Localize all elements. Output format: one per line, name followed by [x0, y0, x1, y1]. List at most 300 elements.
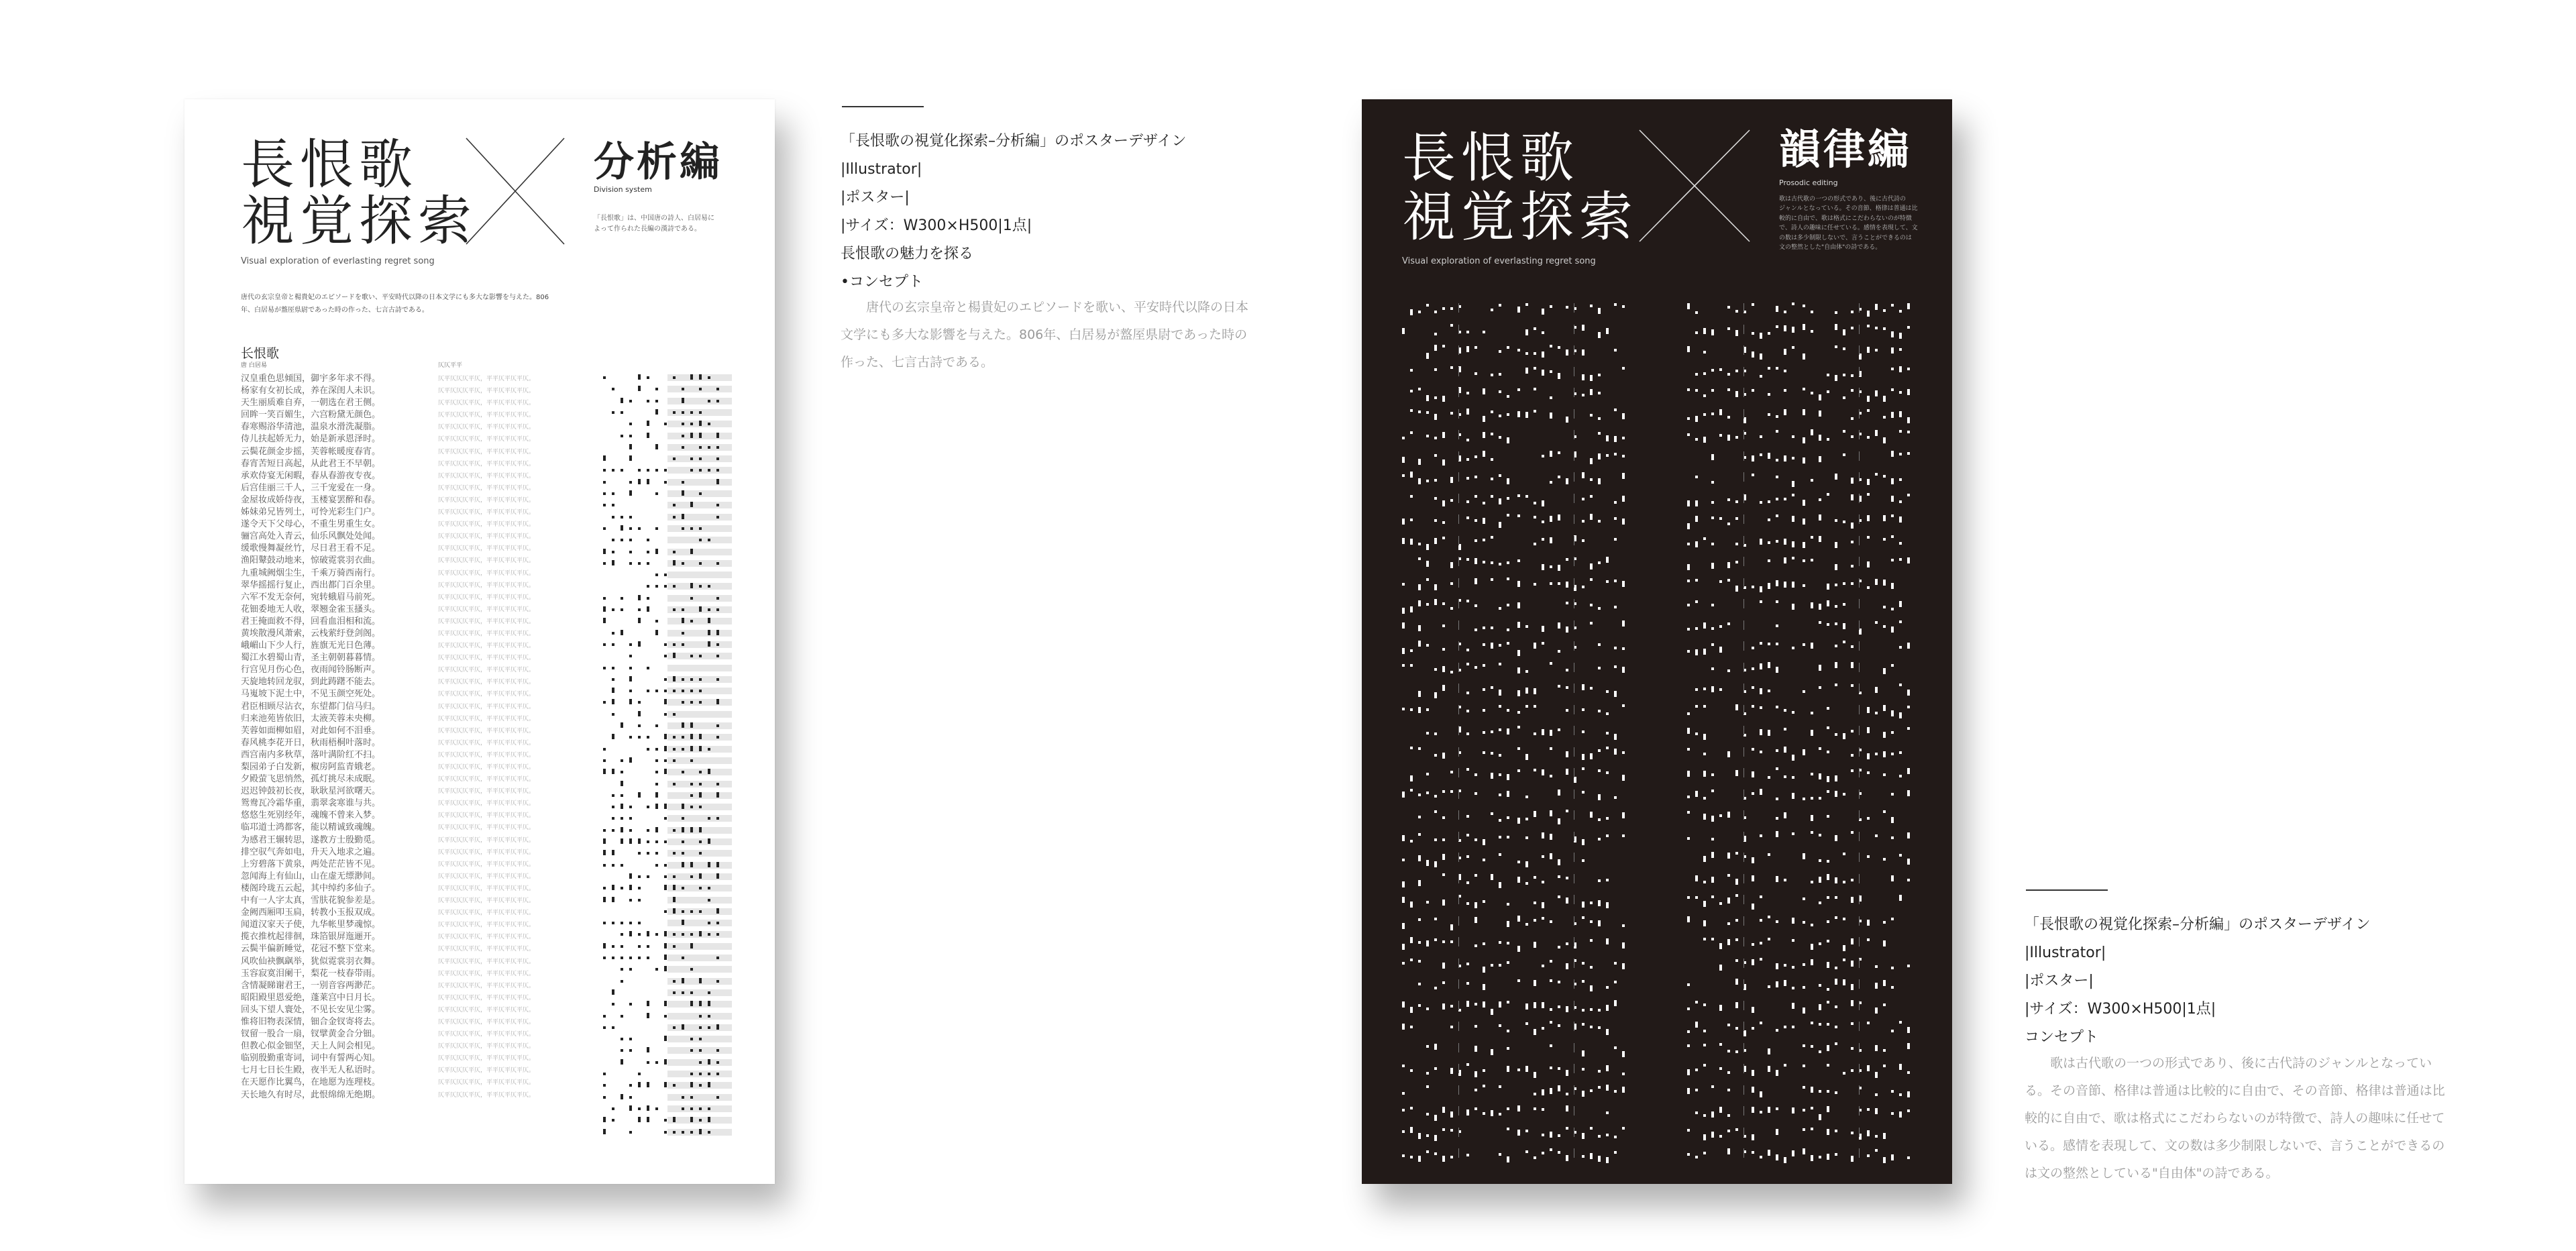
- prosody-dot: [1622, 667, 1625, 673]
- prosody-dot: [1687, 564, 1690, 570]
- prosody-dot: [1466, 710, 1469, 712]
- prosody-dot: [1614, 749, 1617, 755]
- prosody-dot: [1534, 643, 1536, 649]
- tone-mark: [716, 933, 719, 936]
- prosody-dot: [1418, 557, 1421, 560]
- prosody-dot: [1792, 1003, 1794, 1009]
- prosody-dot: [1835, 775, 1837, 781]
- caesura-line: [1743, 895, 1744, 904]
- tone-mark: [612, 678, 614, 681]
- prosody-dot: [1891, 836, 1894, 839]
- scan-line: 仄平仄仄仄平仄，平平仄平仄平仄。: [438, 958, 535, 965]
- prosody-dot: [1695, 438, 1698, 441]
- prosody-dot: [1851, 1047, 1854, 1050]
- prosody-dot: [1525, 923, 1528, 926]
- tone-mark: [655, 585, 658, 588]
- prosody-dot: [1418, 941, 1421, 944]
- prosody-dot: [1827, 600, 1829, 606]
- prosody-dot: [1875, 753, 1878, 755]
- prosody-dot: [1843, 881, 1845, 883]
- scan-line: 仄平仄仄仄平仄，平平仄平仄平仄。: [438, 1079, 535, 1087]
- prosody-dot: [1687, 650, 1690, 653]
- caesura-line: [1743, 1085, 1744, 1095]
- poem-line: 钗留一股合一扇，钗擘黄金合分钿。: [241, 1029, 381, 1040]
- prosody-dot: [1851, 769, 1854, 772]
- prosody-dot: [1835, 835, 1837, 841]
- caesura-line: [1859, 494, 1860, 503]
- prosody-dot: [1711, 686, 1714, 692]
- tone-mark: [699, 655, 702, 657]
- grid-row-band: [667, 897, 732, 904]
- prosody-dot: [1507, 774, 1509, 780]
- prosody-dot: [1598, 749, 1601, 752]
- prosody-dot: [1566, 1070, 1568, 1076]
- tone-mark: [690, 806, 693, 808]
- tone-mark: [638, 595, 641, 600]
- prosody-dot: [1811, 773, 1813, 775]
- prosody-dot: [1418, 543, 1421, 545]
- caesura-line: [1458, 937, 1459, 946]
- prosody-dot: [1542, 1089, 1544, 1095]
- grid-row-band: [667, 641, 732, 648]
- caesura-line: [1859, 430, 1860, 439]
- prosody-dot: [1606, 1111, 1609, 1114]
- tone-mark: [699, 771, 702, 773]
- prosody-dot: [1474, 902, 1477, 908]
- prosody-dot: [1827, 584, 1829, 590]
- scan-line: 仄平仄仄仄平仄，平平仄平仄平仄。: [438, 460, 535, 468]
- caesura-line: [1743, 345, 1744, 355]
- tone-mark: [621, 608, 623, 611]
- tone-mark: [682, 771, 684, 773]
- prosody-dot: [1525, 329, 1528, 335]
- tone-scan-column: [438, 373, 535, 1101]
- tone-mark: [673, 885, 676, 890]
- scan-line: 仄平仄仄仄平仄，平平仄平仄平仄。: [438, 1018, 535, 1026]
- poem-line: 云鬓半偏新睡觉，花冠不整下堂来。: [241, 944, 381, 955]
- grid-row-band: [667, 989, 732, 996]
- scan-line: 仄平仄仄仄平仄，平平仄平仄平仄。: [438, 885, 535, 892]
- scan-line: 仄平仄仄仄平仄，平平仄平仄平仄。: [438, 982, 535, 989]
- tone-mark: [603, 1096, 606, 1099]
- prosody-dot: [1735, 852, 1738, 855]
- poem-line: 金阙西厢叩玉扃，转教小玉报双成。: [241, 908, 381, 918]
- prosody-dot: [1727, 579, 1730, 582]
- prosody-dot: [1590, 1026, 1593, 1028]
- prosody-dot: [1735, 330, 1738, 336]
- prosody-dot: [1752, 1027, 1754, 1030]
- prosody-dot: [1426, 603, 1429, 606]
- tone-mark: [629, 699, 632, 704]
- prosody-dot: [1426, 1113, 1429, 1116]
- prosody-dot: [1784, 409, 1786, 415]
- prosody-dot: [1768, 985, 1770, 988]
- caesura-line: [1859, 514, 1860, 524]
- prosody-dot: [1507, 903, 1509, 906]
- tone-mark: [603, 887, 606, 889]
- caesura-line: [1458, 979, 1459, 989]
- prosody-dot: [1851, 565, 1854, 567]
- prosody-dot: [1410, 937, 1413, 943]
- tone-mark: [647, 433, 649, 438]
- caesura-line: [1859, 451, 1860, 461]
- tone-mark: [638, 899, 641, 902]
- prosody-dot: [1784, 879, 1786, 881]
- prosody-dot: [1843, 853, 1845, 855]
- prosody-dot: [1606, 1065, 1609, 1071]
- prosody-dot: [1851, 662, 1854, 668]
- tone-mark: [716, 457, 719, 460]
- prosody-dot: [1687, 1008, 1690, 1010]
- tone-mark: [699, 806, 702, 808]
- prosody-dot: [1499, 436, 1501, 439]
- prosody-dot: [1768, 393, 1770, 396]
- prosody-dot: [1525, 836, 1528, 839]
- prosody-dot: [1735, 919, 1738, 922]
- prosody-dot: [1827, 623, 1829, 626]
- prosody-dot: [1843, 959, 1845, 961]
- prosody-dot: [1727, 327, 1730, 330]
- tone-mark: [682, 722, 684, 728]
- prosody-dot: [1735, 310, 1738, 313]
- prosody-dot: [1622, 751, 1625, 754]
- prosody-dot: [1891, 368, 1894, 370]
- grid-row-band: [667, 595, 732, 602]
- prosody-dot: [1760, 958, 1762, 961]
- tone-mark: [638, 792, 641, 798]
- prosody-dot: [1418, 625, 1421, 631]
- tone-mark: [647, 551, 649, 553]
- prosody-dot: [1499, 1113, 1501, 1116]
- prosody-dot: [1550, 305, 1552, 308]
- prosody-dot: [1590, 939, 1593, 942]
- prosody-dot: [1499, 754, 1501, 757]
- prosody-dot: [1703, 437, 1706, 443]
- prosody-dot: [1727, 853, 1730, 859]
- prosody-dot: [1687, 896, 1690, 899]
- prosody-dot: [1875, 304, 1878, 310]
- tone-mark: [629, 873, 632, 879]
- prosody-dot: [1542, 1027, 1544, 1030]
- poster-title-line1: 長恨歌: [241, 133, 418, 196]
- prosody-dot: [1614, 606, 1617, 608]
- prosody-dot: [1491, 374, 1493, 376]
- prosody-dot: [1410, 431, 1413, 434]
- tone-mark: [629, 676, 632, 682]
- prosody-dot: [1410, 495, 1413, 498]
- prosody-dot: [1442, 345, 1445, 347]
- cross-mark: [1638, 129, 1751, 243]
- tone-mark: [647, 1082, 649, 1087]
- prosody-dot: [1891, 1154, 1894, 1160]
- prosody-dot: [1727, 939, 1730, 945]
- poem-line: 玉容寂寞泪阑干，梨花一枝春带雨。: [241, 968, 381, 979]
- prosody-dot: [1426, 901, 1429, 904]
- prosody-dot: [1614, 349, 1617, 351]
- scan-line: 仄平仄仄仄平仄，平平仄平仄平仄。: [438, 472, 535, 480]
- prosody-dot: [1727, 922, 1730, 925]
- tone-mark: [638, 469, 641, 472]
- prosody-dot: [1827, 776, 1829, 782]
- tone-mark: [647, 931, 649, 936]
- tone-mark: [664, 574, 667, 576]
- prosody-dot: [1598, 1086, 1601, 1089]
- poem-line: 含情凝睇谢君王，一别音容两渺茫。: [241, 980, 381, 991]
- prosody-dot: [1867, 1130, 1870, 1136]
- prosody-dot: [1792, 494, 1794, 496]
- prosody-dot: [1899, 601, 1902, 607]
- grid-row-band: [667, 757, 732, 764]
- prosody-dot: [1426, 1045, 1429, 1048]
- prosody-dot: [1590, 305, 1593, 307]
- prosody-dot: [1491, 495, 1493, 498]
- tone-mark: [699, 887, 702, 889]
- poem-line: 夕殿萤飞思悄然，孤灯挑尽未成眠。: [241, 774, 381, 785]
- prosody-dot: [1827, 860, 1829, 863]
- caesura-line: [1458, 663, 1459, 672]
- prosody-dot: [1483, 451, 1485, 457]
- scan-line: 仄平仄仄仄平仄，平平仄平仄平仄。: [438, 400, 535, 407]
- intro-text: 唐代の玄宗皇帝と楊貴妃のエピソードを歌い、平安時代以降の日本文学にも多大な影響を与えた。806 年、白居易が盩厔県尉であった時の作った、七言古詩である。: [241, 294, 549, 314]
- poster-title-line2: 視覚探索: [241, 190, 477, 252]
- prosody-dot: [1466, 815, 1469, 818]
- tone-mark: [664, 1131, 667, 1134]
- prosody-dot: [1525, 754, 1528, 760]
- prosody-dot: [1483, 859, 1485, 861]
- prosody-dot: [1434, 692, 1437, 698]
- prosody-dot: [1534, 688, 1536, 694]
- prosody-dot: [1566, 627, 1568, 633]
- tone-mark: [664, 885, 667, 890]
- prosody-dot: [1517, 559, 1520, 562]
- poem-line: 翠华摇摇行复止，西出都门百余里。: [241, 580, 381, 590]
- scan-line: 仄平仄仄仄平仄，平平仄平仄平仄。: [438, 946, 535, 953]
- prosody-dot: [1803, 1128, 1805, 1131]
- grid-row-band: [667, 514, 732, 521]
- scan-line: 仄平仄仄仄平仄，平平仄平仄平仄。: [438, 934, 535, 941]
- prosody-dot: [1907, 1043, 1910, 1049]
- prosody-dot: [1827, 920, 1829, 923]
- prosody-dot: [1507, 497, 1509, 500]
- prosody-dot: [1752, 332, 1754, 335]
- tone-mark: [612, 957, 614, 959]
- grid-row-band: [667, 920, 732, 926]
- tone-mark: [664, 655, 667, 657]
- tone-mark: [621, 435, 623, 437]
- prosody-dot: [1784, 747, 1786, 753]
- prosody-dot: [1891, 347, 1894, 353]
- prosody-dot: [1474, 476, 1477, 478]
- tone-mark: [647, 376, 649, 379]
- poem-line: 姊妹弟兄皆列土，可怜光彩生门户。: [241, 507, 381, 518]
- prosody-dot: [1768, 332, 1770, 335]
- prosody-dot: [1711, 329, 1714, 335]
- tone-mark: [708, 748, 710, 751]
- caesura-line: [1458, 388, 1459, 397]
- prosody-dot: [1827, 1129, 1829, 1135]
- tone-mark: [699, 783, 702, 785]
- prosody-dot: [1558, 859, 1560, 865]
- prosody-dot: [1598, 332, 1601, 338]
- prosody-dot: [1827, 988, 1829, 991]
- prosody-dot: [1776, 540, 1778, 543]
- prosody-dot: [1703, 734, 1706, 740]
- tone-mark: [629, 829, 632, 832]
- prosody-dot: [1760, 586, 1762, 592]
- prosody-dot: [1499, 690, 1501, 696]
- scan-line: 仄平仄仄仄平仄，平平仄平仄平仄。: [438, 388, 535, 395]
- caesura-line: [1743, 684, 1744, 693]
- prosody-dot: [1727, 874, 1730, 877]
- prosody-dot: [1827, 707, 1829, 710]
- prosody-dot: [1768, 853, 1770, 856]
- prosody-dot: [1466, 649, 1469, 651]
- tone-mark: [699, 1026, 702, 1029]
- tone-mark: [682, 991, 684, 994]
- prosody-dot: [1827, 874, 1829, 880]
- tone-mark: [612, 1119, 614, 1122]
- tone-mark: [612, 794, 614, 797]
- prosody-dot: [1843, 582, 1845, 585]
- tone-mark: [638, 838, 641, 844]
- prosody-dot: [1875, 1108, 1878, 1114]
- tone-mark: [664, 804, 667, 809]
- tone-mark: [603, 527, 606, 530]
- tone-mark: [690, 1082, 693, 1087]
- prosody-dot: [1426, 561, 1429, 567]
- prosody-dot: [1792, 793, 1794, 799]
- tone-mark: [603, 1117, 606, 1122]
- tone-mark: [638, 875, 641, 878]
- prosody-dot: [1542, 832, 1544, 838]
- prosody-dot: [1483, 984, 1485, 990]
- tone-mark: [655, 1061, 658, 1064]
- prosody-dot: [1803, 519, 1805, 525]
- caesura-line: [1458, 832, 1459, 841]
- tone-mark: [612, 608, 614, 611]
- prosody-dot: [1517, 494, 1520, 497]
- prosody-dot: [1566, 349, 1568, 356]
- tone-mark: [664, 469, 667, 472]
- prosody-dot: [1867, 561, 1870, 567]
- prosody-dot: [1606, 435, 1609, 441]
- prosody-dot: [1534, 1072, 1536, 1078]
- prosody-dot: [1410, 664, 1413, 667]
- tone-mark: [655, 400, 658, 402]
- tone-mark: [638, 618, 641, 623]
- prosody-dot: [1687, 500, 1690, 506]
- tone-mark: [716, 873, 719, 879]
- poem-line: 峨嵋山下少人行，旌旗无光日色薄。: [241, 641, 381, 651]
- tone-mark: [690, 1096, 693, 1099]
- tone-mark: [673, 933, 676, 936]
- prosody-dot: [1542, 1152, 1544, 1154]
- prosody-dot: [1835, 605, 1837, 608]
- tone-mark: [716, 597, 719, 600]
- prosody-dot: [1760, 501, 1762, 504]
- prosody-dot: [1466, 409, 1469, 415]
- prosody-dot: [1558, 790, 1560, 796]
- prosody-dot: [1410, 708, 1413, 711]
- prosody-dot: [1507, 1128, 1509, 1130]
- poem-line: 春寒赐浴华清池，温泉水滑洗凝脂。: [241, 422, 381, 433]
- prosody-dot: [1851, 327, 1854, 329]
- tone-mark: [638, 386, 641, 391]
- poem-line: 天旋地转回龙驭，到此踌躇不能去。: [241, 677, 381, 688]
- tone-mark: [708, 769, 710, 774]
- prosody-dot: [1418, 691, 1421, 697]
- prosody-dot: [1819, 902, 1821, 904]
- prosody-dot: [1752, 857, 1754, 863]
- tone-mark: [603, 606, 606, 612]
- prosody-dot: [1752, 959, 1754, 965]
- prosody-dot: [1883, 773, 1886, 776]
- tone-mark: [638, 852, 641, 855]
- tone-mark: [638, 945, 641, 948]
- prosody-dot: [1614, 1136, 1617, 1138]
- prosody-dot: [1507, 709, 1509, 712]
- prosody-dot: [1542, 1134, 1544, 1136]
- prosody-dot: [1735, 1128, 1738, 1131]
- prosody-dot: [1727, 812, 1730, 818]
- tone-mark: [673, 1117, 676, 1122]
- prosody-dot: [1590, 578, 1593, 581]
- prosody-dot: [1843, 329, 1845, 335]
- prosody-dot: [1703, 1030, 1706, 1032]
- prosody-dot: [1590, 495, 1593, 498]
- prosody-dot: [1410, 519, 1413, 521]
- prosody-dot: [1434, 861, 1437, 867]
- tone-mark: [682, 1131, 684, 1134]
- prosody-dot: [1835, 662, 1837, 668]
- tone-mark: [655, 527, 658, 530]
- tone-mark: [621, 516, 623, 519]
- prosody-dot: [1598, 561, 1601, 564]
- prosody-dot: [1907, 965, 1910, 967]
- caesura-line: [1743, 536, 1744, 545]
- prosody-dot: [1466, 1001, 1469, 1007]
- tone-mark: [673, 852, 676, 855]
- scan-line: 仄平仄仄仄平仄，平平仄平仄平仄。: [438, 521, 535, 529]
- prosody-dot: [1719, 517, 1722, 520]
- grid-row-band: [667, 398, 732, 404]
- prosody-dot: [1442, 624, 1445, 627]
- prosody-dot: [1819, 536, 1821, 542]
- tone-mark: [690, 734, 693, 739]
- prosody-dot: [1819, 1156, 1821, 1158]
- prosody-dot: [1558, 981, 1560, 983]
- tone-mark: [716, 699, 719, 704]
- prosody-dot: [1582, 1091, 1585, 1097]
- prosody-dot: [1811, 881, 1813, 883]
- scan-line: 仄平仄仄仄平仄，平平仄平仄平仄。: [438, 667, 535, 674]
- prosody-dot: [1768, 730, 1770, 736]
- tone-mark: [603, 481, 606, 484]
- prosody-dot: [1899, 684, 1902, 686]
- caesura-line: [1859, 895, 1860, 904]
- tone-mark: [716, 922, 719, 924]
- scan-line: 仄平仄仄仄平仄，平平仄平仄平仄。: [438, 424, 535, 431]
- tone-mark: [603, 922, 606, 924]
- tone-mark: [708, 630, 710, 635]
- scan-line: 仄平仄仄仄平仄，平平仄平仄平仄。: [438, 788, 535, 796]
- prosody-dot: [1827, 1001, 1829, 1003]
- prosody-dot: [1776, 367, 1778, 370]
- prosody-dot: [1687, 523, 1690, 529]
- prosody-dot: [1695, 1089, 1698, 1091]
- prosody-dot: [1760, 353, 1762, 360]
- prosody-dot: [1703, 372, 1706, 375]
